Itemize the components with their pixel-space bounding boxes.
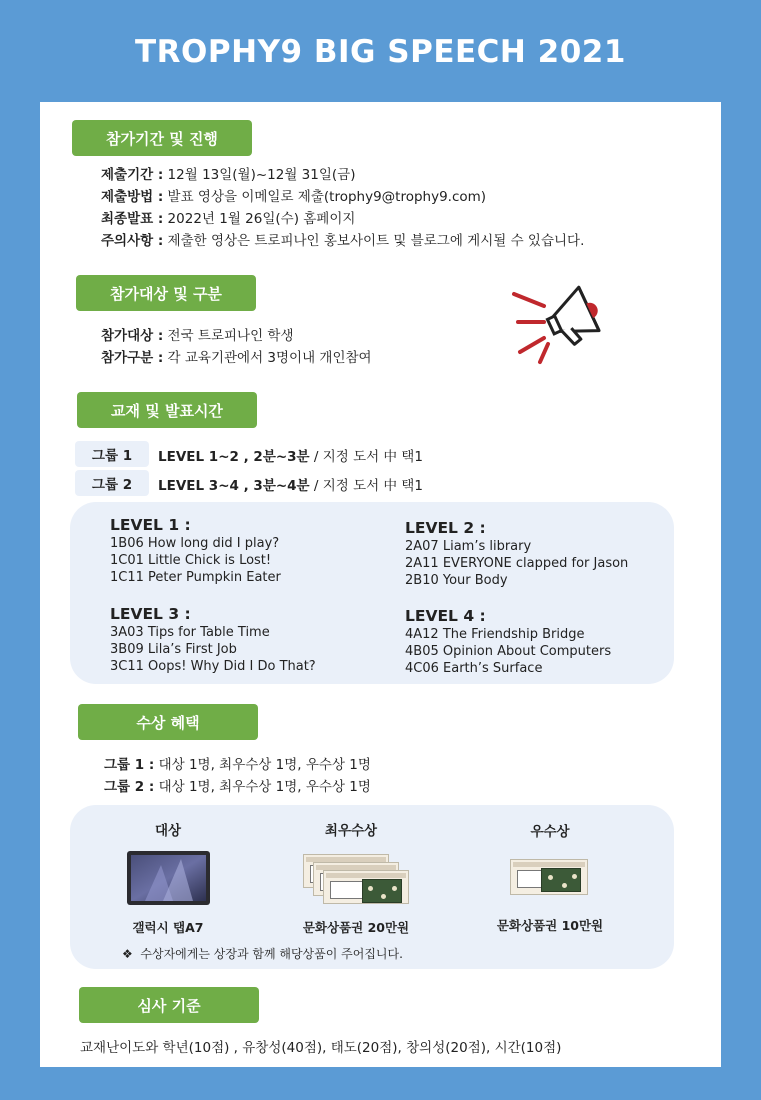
group-desc-2: LEVEL 3~4 , 3분~4분 / 지정 도서 中 택1 [158, 478, 423, 494]
info-row-final-announcement: 최종발표 : 2022년 1월 26일(수) 홈페이지 [101, 211, 356, 227]
prize-voucher-200k: 문화상품권 20만원 [302, 920, 410, 935]
book-item: 3B09 Lila’s First Job [110, 642, 237, 657]
section-heading-books: 교재 및 발표시간 [77, 392, 257, 428]
book-item: 4A12 The Friendship Bridge [405, 627, 585, 642]
award-row-group-2: 그룹 2 : 대상 1명, 최우수상 1명, 우수상 1명 [104, 779, 371, 795]
group-desc-1: LEVEL 1~2 , 2분~3분 / 지정 도서 中 택1 [158, 449, 423, 465]
award-title-merit: 우수상 [530, 824, 570, 840]
info-row-submission-method: 제출방법 : 발표 영상을 이메일로 제출(trophy9@trophy9.com) [101, 189, 487, 205]
group-tag-2: 그룹 2 [75, 470, 149, 496]
level-4-title: LEVEL 4 : [405, 607, 486, 625]
book-item: 3A03 Tips for Table Time [110, 625, 270, 640]
book-item: 1B06 How long did I play? [110, 536, 280, 551]
book-item: 4B05 Opinion About Computers [405, 644, 612, 659]
book-item: 2A07 Liam’s library [405, 539, 532, 554]
megaphone-icon [510, 280, 610, 366]
section-heading-awards: 수상 혜택 [78, 704, 258, 740]
book-item: 2B10 Your Body [405, 573, 508, 588]
section-heading-criteria: 심사 기준 [79, 987, 259, 1023]
judging-criteria: 교재난이도와 학년(10점) , 유창성(40점), 태도(20점), 창의성(20점), 시간(10점) [80, 1040, 562, 1056]
level-2-title: LEVEL 2 : [405, 519, 486, 537]
book-item: 2A11 EVERYONE clapped for Jason [405, 556, 629, 571]
page-title: TROPHY9 BIG SPEECH 2021 [135, 34, 626, 70]
section-heading-eligibility: 참가대상 및 구분 [76, 275, 256, 311]
book-item: 4C06 Earth’s Surface [405, 661, 543, 676]
level-3-title: LEVEL 3 : [110, 605, 191, 623]
level-1-title: LEVEL 1 : [110, 516, 191, 534]
award-title-excellence: 최우수상 [324, 823, 378, 839]
level-3-list [110, 604, 316, 675]
diamond-bullet-icon: ❖ [122, 947, 133, 961]
section-heading-period: 참가기간 및 진행 [72, 120, 252, 156]
info-row-target: 참가대상 : 전국 트로피나인 학생 [101, 328, 294, 344]
gift-voucher-image [303, 854, 411, 906]
tablet-image [127, 851, 210, 905]
book-item: 1C11 Peter Pumpkin Eater [110, 570, 281, 585]
gift-voucher-image [510, 859, 590, 899]
award-note: ❖ 수상자에게는 상장과 함께 해당상품이 주어집니다. [122, 947, 403, 961]
info-row-caution: 주의사항 : 제출한 영상은 트로피나인 홍보사이트 및 블로그에 게시될 수 있습니다. [101, 233, 585, 249]
book-item: 3C11 Oops! Why Did I Do That? [110, 659, 316, 674]
poster-sheet [40, 102, 721, 1067]
prize-voucher-100k: 문화상품권 10만원 [496, 918, 604, 933]
info-row-participation: 참가구분 : 각 교육기관에서 3명이내 개인참여 [101, 350, 372, 366]
level-2-list [405, 518, 628, 589]
award-row-group-1: 그룹 1 : 대상 1명, 최우수상 1명, 우수상 1명 [104, 757, 371, 773]
info-row-submission-period: 제출기간 : 12월 13일(월)~12월 31일(금) [101, 167, 356, 183]
level-4-list [405, 606, 611, 677]
group-tag-1: 그룹 1 [75, 441, 149, 467]
award-title-grand: 대상 [154, 823, 182, 839]
book-item: 1C01 Little Chick is Lost! [110, 553, 272, 568]
prize-tablet: 갤럭시 탭A7 [132, 920, 204, 935]
level-1-list [110, 515, 281, 586]
